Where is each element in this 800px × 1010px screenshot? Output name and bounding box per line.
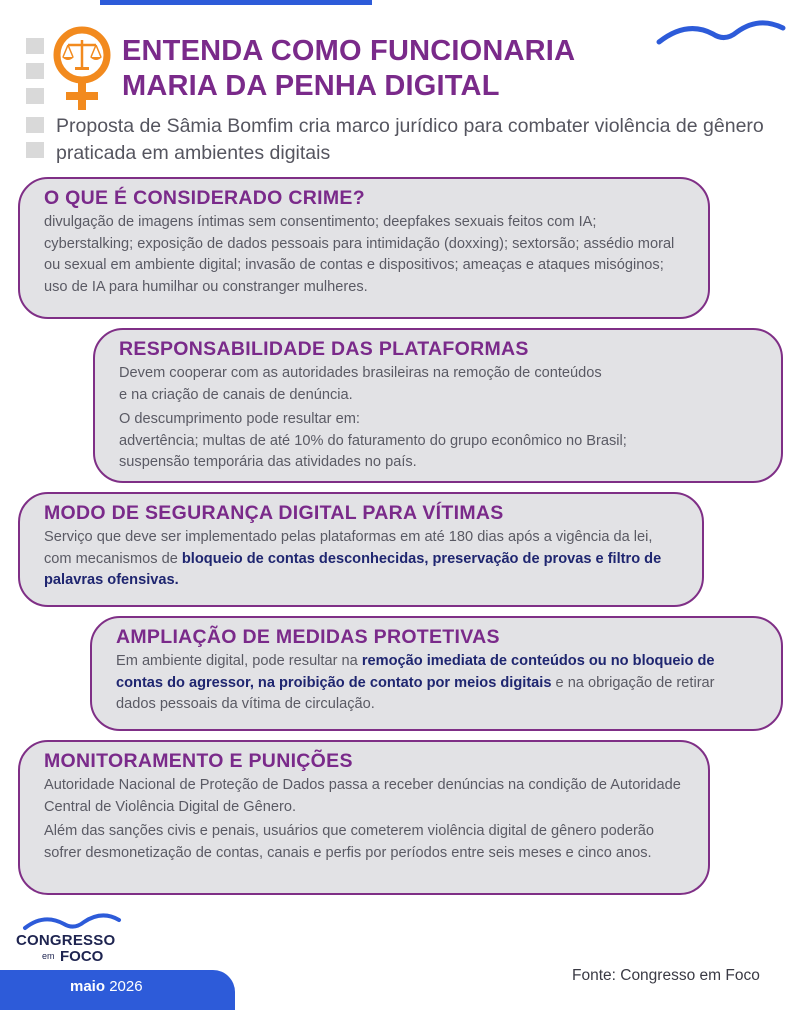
card-crime-title: O QUE É CONSIDERADO CRIME? bbox=[44, 187, 365, 209]
subtitle-decorative-squares bbox=[26, 117, 44, 167]
card-platforms-text-1 bbox=[119, 363, 757, 406]
brand-name-congresso: CONGRESSO bbox=[16, 932, 116, 949]
title-line-1: ENTENDA COMO FUNCIONARIA bbox=[122, 35, 576, 67]
wave-icon bbox=[655, 18, 787, 48]
platforms-line-1a: Devem cooperar com as autoridades brasileiras na remoção de conteúdos bbox=[119, 365, 602, 381]
card-platforms-text-2 bbox=[119, 409, 757, 474]
source-credit: Fonte: Congresso em Foco bbox=[572, 967, 760, 984]
card-monitoring-title: MONITORAMENTO E PUNIÇÕES bbox=[44, 750, 353, 772]
card-security-mode bbox=[18, 492, 704, 607]
protective-text-plain-2: e na obrigação de retirar dados pessoais da vítima de circulação. bbox=[116, 674, 715, 712]
brand-wave-icon bbox=[22, 912, 122, 932]
platforms-line-1b: e na criação de canais de denúncia. bbox=[119, 386, 353, 403]
platforms-line-2a: O descumprimento pode resultar em: bbox=[119, 411, 360, 427]
brand-name-em: em bbox=[42, 951, 55, 961]
platforms-line-2b: advertência; multas de até 10% do faturamento do grupo econômico no Brasil; bbox=[119, 432, 627, 449]
protective-text-bold: remoção imediata de conteúdos ou no bloqueio de contas do agressor, na proibição de contato por meios digitais bbox=[116, 653, 715, 691]
card-crime bbox=[18, 177, 710, 319]
page-title bbox=[122, 34, 575, 104]
card-protective-title: AMPLIAÇÃO DE MEDIDAS PROTETIVAS bbox=[116, 626, 500, 648]
publication-date bbox=[70, 978, 143, 995]
platforms-line-2c: suspensão temporária das atividades no país. bbox=[119, 454, 417, 470]
card-protective-measures bbox=[90, 616, 783, 731]
security-text-plain: Serviço que deve ser implementado pelas plataformas em até 180 dias após a vigência da lei, com mecanismos de bbox=[44, 529, 653, 567]
card-crime-text: divulgação de imagens íntimas sem consentimento; deepfakes sexuais feitos com IA; cyberstalking; exposição de dados pessoais para intimidação (doxxing); sextorsão; assédio moral ou sexual em ambiente digital; invasão de contas e dispositivos; ameaças e ataques misóginos; uso de IA para humilhar ou constranger mulheres. bbox=[44, 214, 675, 295]
card-security-title: MODO DE SEGURANÇA DIGITAL PARA VÍTIMAS bbox=[44, 502, 504, 524]
card-platforms-title: RESPONSABILIDADE DAS PLATAFORMAS bbox=[119, 338, 529, 360]
card-platforms bbox=[93, 328, 783, 483]
decorative-squares bbox=[26, 38, 44, 113]
card-monitoring-text-1: Autoridade Nacional de Proteção de Dados passa a receber denúncias na condição de Autoridade Central de Violência Digital de Gênero. bbox=[44, 777, 681, 815]
protective-text-plain-1: Em ambiente digital, pode resultar na bbox=[116, 653, 362, 669]
female-justice-scale-icon bbox=[52, 26, 112, 112]
brand-name-foco: FOCO bbox=[60, 948, 104, 965]
title-line-2: MARIA DA PENHA DIGITAL bbox=[122, 70, 500, 102]
card-monitoring bbox=[18, 740, 710, 895]
date-month: maio bbox=[70, 978, 106, 995]
card-monitoring-text-2: Além das sanções civis e penais, usuários que cometerem violência digital de gênero poderão sofrer desmonetização de contas, canais e perfis por períodos entre seis meses e cinco anos. bbox=[44, 823, 655, 861]
brand-logo bbox=[16, 912, 126, 972]
page-subtitle: Proposta de Sâmia Bomfim cria marco jurídico para combater violência de gênero praticada em ambientes digitais bbox=[56, 115, 764, 164]
security-text-bold: bloqueio de contas desconhecidas, preservação de provas e filtro de palavras ofensivas. bbox=[44, 550, 662, 588]
card-security-text bbox=[44, 527, 678, 592]
card-protective-text bbox=[116, 651, 757, 716]
date-year: 2026 bbox=[109, 978, 143, 995]
top-accent-bar bbox=[100, 0, 372, 5]
